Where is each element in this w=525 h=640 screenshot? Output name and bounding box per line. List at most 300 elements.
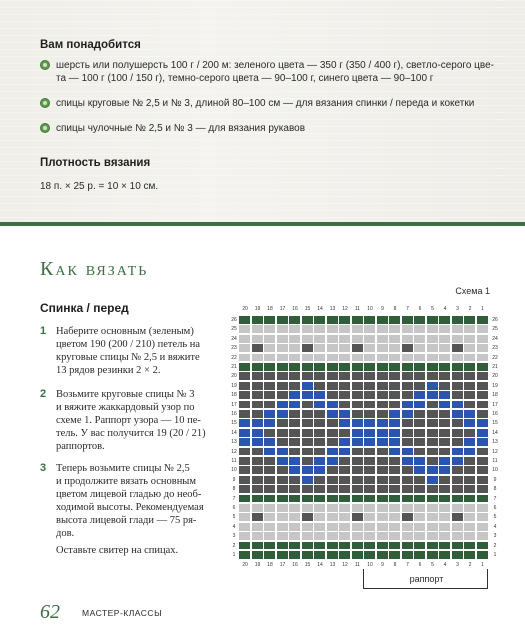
chart-cell <box>452 495 463 503</box>
chart-cell <box>289 325 300 333</box>
chart-cell <box>364 316 375 324</box>
chart-cell <box>302 457 313 465</box>
column-number: 18 <box>267 562 273 569</box>
column-number: 12 <box>342 306 348 312</box>
chart-cell <box>427 363 438 371</box>
chart-cell <box>314 542 325 550</box>
chart-cell <box>264 513 275 521</box>
chart-cell <box>239 372 250 380</box>
chart-cell <box>414 476 425 484</box>
chart-cell <box>314 325 325 333</box>
chart-cell <box>377 466 388 474</box>
chart-cell <box>364 448 375 456</box>
chart-cell <box>339 382 350 390</box>
chart-cell <box>302 419 313 427</box>
chart-cell <box>239 457 250 465</box>
chart-cell <box>427 316 438 324</box>
chart-cell <box>352 495 363 503</box>
chart-cell <box>314 495 325 503</box>
chart-cell <box>402 466 413 474</box>
chart-cell <box>377 504 388 512</box>
chart-cell <box>277 316 288 324</box>
chart-cell <box>364 391 375 399</box>
chart-cell <box>377 316 388 324</box>
chart-cell <box>464 410 475 418</box>
chart-cell <box>352 419 363 427</box>
chart-cell <box>452 429 463 437</box>
chart-cell <box>464 476 475 484</box>
chart-cell <box>264 429 275 437</box>
chart-cell <box>452 401 463 409</box>
chart-cell <box>364 335 375 343</box>
chart-cell <box>364 476 375 484</box>
chart-cell <box>427 551 438 559</box>
materials-item <box>40 59 495 85</box>
chart-cell <box>364 372 375 380</box>
chart-cell <box>314 382 325 390</box>
chart-cell <box>252 410 263 418</box>
materials-item <box>40 122 495 135</box>
row-number: 2 <box>493 542 497 549</box>
step-line: 13 рядов резинки 2 × 2. <box>56 365 161 376</box>
row-number: 6 <box>493 505 497 511</box>
chart-cell <box>252 335 263 343</box>
chart-cell <box>302 466 313 474</box>
chart-cell <box>427 401 438 409</box>
chart-cell <box>302 335 313 343</box>
chart-cell <box>327 532 338 540</box>
chart-cell <box>327 448 338 456</box>
chart-cell <box>452 363 463 371</box>
chart-cell <box>339 485 350 493</box>
chart-cell <box>414 504 425 512</box>
row-number: 4 <box>493 523 497 530</box>
chart-cell <box>477 344 488 352</box>
chart-cell <box>377 429 388 437</box>
materials-item <box>40 97 495 110</box>
chart-cell <box>314 466 325 474</box>
chart-cell <box>239 542 250 550</box>
chart-cell <box>339 457 350 465</box>
chart-cell <box>289 335 300 343</box>
chart-cell <box>402 495 413 503</box>
chart-cell <box>439 485 450 493</box>
chart-cell <box>302 429 313 437</box>
chart-cell <box>427 419 438 427</box>
row-number: 22 <box>231 354 237 361</box>
step-line: схеме 1. Раппорт узора — 10 пе- <box>56 415 201 426</box>
step <box>40 462 210 540</box>
chart-cell <box>314 485 325 493</box>
row-number: 12 <box>231 448 237 455</box>
chart-cell <box>377 382 388 390</box>
chart-cell <box>477 354 488 362</box>
row-number: 16 <box>231 411 237 417</box>
chart-cell <box>364 504 375 512</box>
chart-cell <box>352 382 363 390</box>
chart-cell <box>289 457 300 465</box>
chart-cell <box>327 504 338 512</box>
chart-cell <box>439 448 450 456</box>
chart-cell <box>302 325 313 333</box>
chart-cell <box>264 372 275 380</box>
chart-cell <box>352 335 363 343</box>
row-number: 24 <box>492 335 498 342</box>
chart-cell <box>377 438 388 446</box>
chart-cell <box>364 532 375 540</box>
step <box>40 388 210 453</box>
row-number: 15 <box>231 420 237 427</box>
column-number: 20 <box>242 562 248 569</box>
row-number: 23 <box>492 345 498 352</box>
chart-cell <box>402 410 413 418</box>
column-number: 5 <box>431 306 434 312</box>
chart-cell <box>339 363 350 371</box>
row-number: 7 <box>232 495 236 502</box>
chart-cell <box>427 476 438 484</box>
row-number: 5 <box>232 514 236 521</box>
chart-cell <box>477 551 488 559</box>
chart-cell <box>327 429 338 437</box>
chart-cell <box>302 410 313 418</box>
row-number: 11 <box>492 458 498 464</box>
chart-cell <box>264 363 275 371</box>
chart-cell <box>364 485 375 493</box>
step-line: Возьмите круговые спицы № 3 <box>56 389 195 400</box>
chart-cell <box>339 438 350 446</box>
bullet-icon <box>40 60 50 70</box>
chart-cell <box>289 438 300 446</box>
chart-cell <box>264 410 275 418</box>
chart-cell <box>252 466 263 474</box>
chart-cell <box>427 410 438 418</box>
chart-cell <box>452 316 463 324</box>
chart-cell <box>402 523 413 531</box>
chart-cell <box>364 523 375 531</box>
chart-cell <box>327 335 338 343</box>
chart-cell <box>452 410 463 418</box>
chart-cell <box>477 438 488 446</box>
chart-cell <box>314 504 325 512</box>
row-number: 8 <box>232 486 236 493</box>
chart-cell <box>427 485 438 493</box>
chart-cell <box>452 457 463 465</box>
row-number: 10 <box>231 467 237 474</box>
chart-cell <box>327 523 338 531</box>
chart-cell <box>439 429 450 437</box>
chart-cell <box>264 325 275 333</box>
chart-cell <box>239 532 250 540</box>
chart-cell <box>389 372 400 380</box>
chart-cell <box>427 532 438 540</box>
chart-cell <box>377 363 388 371</box>
chart-cell <box>314 523 325 531</box>
chart-cell <box>377 551 388 559</box>
chart-cell <box>302 523 313 531</box>
row-number: 16 <box>492 411 498 417</box>
chart-cell <box>302 476 313 484</box>
chart-cell <box>464 382 475 390</box>
column-number: 8 <box>393 306 397 312</box>
chart-cell <box>264 476 275 484</box>
chart-cell <box>302 391 313 399</box>
chart-cell <box>364 363 375 371</box>
chart-cell <box>277 523 288 531</box>
chart-cell <box>414 419 425 427</box>
column-number: 2 <box>468 562 472 569</box>
chart-cell <box>289 513 300 521</box>
chart-cell <box>252 448 263 456</box>
chart-cell <box>427 523 438 531</box>
chart-cell <box>327 476 338 484</box>
chart-cell <box>252 551 263 559</box>
chart-cell <box>289 372 300 380</box>
chart-cell <box>327 344 338 352</box>
chart-cell <box>377 419 388 427</box>
chart-cell <box>277 476 288 484</box>
footer-section: МАСТЕР-КЛАССЫ <box>82 608 163 618</box>
chart-cell <box>339 401 350 409</box>
chart-cell <box>464 542 475 550</box>
column-number: 2 <box>468 306 472 312</box>
chart-cell <box>327 372 338 380</box>
chart-cell <box>264 551 275 559</box>
row-number: 19 <box>231 382 237 389</box>
chart-cell <box>452 513 463 521</box>
chart-cell <box>302 532 313 540</box>
row-number: 9 <box>232 476 236 483</box>
column-number: 7 <box>406 562 409 569</box>
column-number: 19 <box>254 306 261 312</box>
chart-cell <box>439 513 450 521</box>
chart-cell <box>264 391 275 399</box>
chart-cell <box>289 410 300 418</box>
chart-cell <box>402 513 413 521</box>
chart-cell <box>239 335 250 343</box>
chart-cell <box>377 391 388 399</box>
materials-line: та — 100 г (100 / 150 г), темно-серого цвета — 90–100 г, синего цвета — 90–100 г <box>56 73 434 84</box>
chart-cell <box>439 438 450 446</box>
chart-cell <box>264 316 275 324</box>
row-number: 25 <box>492 326 498 333</box>
row-number: 25 <box>231 326 237 333</box>
chart-cell <box>289 363 300 371</box>
chart-cell <box>239 344 250 352</box>
chart-cell <box>339 495 350 503</box>
chart-cell <box>439 542 450 550</box>
chart-cell <box>427 429 438 437</box>
row-number: 13 <box>231 439 237 446</box>
chart-cell <box>352 438 363 446</box>
chart-cell <box>464 466 475 474</box>
chart-cell <box>314 391 325 399</box>
row-number: 9 <box>493 476 497 483</box>
chart-cell <box>277 335 288 343</box>
chart-cell <box>452 391 463 399</box>
chart-cell <box>252 325 263 333</box>
chart-cell <box>302 382 313 390</box>
chart-cell <box>377 344 388 352</box>
chart-cell <box>439 466 450 474</box>
chart-cell <box>414 438 425 446</box>
row-number: 12 <box>492 448 498 455</box>
chart-cell <box>339 448 350 456</box>
chart-cell <box>452 466 463 474</box>
chart-cell <box>352 551 363 559</box>
materials-line: спицы чулочные № 2,5 и № 3 — для вязания рукавов <box>56 123 306 134</box>
chart-cell <box>414 457 425 465</box>
chart-cell <box>402 401 413 409</box>
chart-cell <box>327 391 338 399</box>
chart-cell <box>327 410 338 418</box>
chart-cell <box>389 401 400 409</box>
chart-cell <box>364 344 375 352</box>
column-number: 19 <box>254 562 261 569</box>
column-number: 17 <box>279 306 286 312</box>
chart-cell <box>427 438 438 446</box>
chart-cell <box>314 419 325 427</box>
chart-cell <box>314 429 325 437</box>
chart-cell <box>252 495 263 503</box>
chart-cell <box>327 495 338 503</box>
step-line: высота лицевой глади — 75 ря- <box>56 515 197 526</box>
column-number: 14 <box>317 562 323 569</box>
chart-cell <box>314 532 325 540</box>
chart-cell <box>339 325 350 333</box>
chart-cell <box>327 438 338 446</box>
chart-cell <box>252 542 263 550</box>
chart-cell <box>389 335 400 343</box>
column-number: 5 <box>431 562 434 569</box>
chart-cell <box>252 532 263 540</box>
chart-cell <box>464 325 475 333</box>
chart-cell <box>452 551 463 559</box>
chart-cell <box>239 401 250 409</box>
step-number: 1 <box>40 325 47 337</box>
chart-cell <box>377 325 388 333</box>
chart-cell <box>314 316 325 324</box>
column-number: 6 <box>418 562 422 569</box>
chart-cell <box>389 363 400 371</box>
column-number: 4 <box>443 306 447 312</box>
chart-cell <box>377 335 388 343</box>
chart-cell <box>452 532 463 540</box>
chart-cell <box>402 448 413 456</box>
chart-cell <box>252 429 263 437</box>
chart-cell <box>239 391 250 399</box>
chart-cell <box>364 542 375 550</box>
step-line: ходимой высоты. Рекомендуемая <box>56 502 204 513</box>
chart-cell <box>277 354 288 362</box>
chart-cell <box>389 419 400 427</box>
row-number: 26 <box>492 317 498 323</box>
chart-cell <box>414 391 425 399</box>
chart-cell <box>302 551 313 559</box>
row-number: 21 <box>231 364 237 370</box>
chart-cell <box>414 513 425 521</box>
chart-cell <box>464 316 475 324</box>
chart-cell <box>239 448 250 456</box>
chart-cell <box>427 466 438 474</box>
step <box>40 325 210 377</box>
chart-cell <box>364 438 375 446</box>
chart-cell <box>252 316 263 324</box>
column-number: 9 <box>381 306 384 312</box>
chart-cell <box>377 401 388 409</box>
chart-cell <box>452 372 463 380</box>
chart-cell <box>377 513 388 521</box>
chart-cell <box>477 513 488 521</box>
chart-cell <box>464 391 475 399</box>
chart-cell <box>464 335 475 343</box>
chart-cell <box>427 335 438 343</box>
chart-cell <box>477 391 488 399</box>
chart-cell <box>477 495 488 503</box>
chart-cell <box>277 466 288 474</box>
chart-cell <box>239 363 250 371</box>
chart-cell <box>414 410 425 418</box>
chart-cell <box>439 344 450 352</box>
chart-cell <box>314 344 325 352</box>
chart-cell <box>264 438 275 446</box>
chart-cell <box>239 354 250 362</box>
chart-cell <box>264 344 275 352</box>
chart-cell <box>464 401 475 409</box>
chart-cell <box>277 457 288 465</box>
chart-cell <box>377 495 388 503</box>
chart-cell <box>277 504 288 512</box>
chart-cell <box>414 372 425 380</box>
chart-cell <box>289 532 300 540</box>
chart-cell <box>302 344 313 352</box>
chart-cell <box>239 495 250 503</box>
chart-cell <box>452 476 463 484</box>
chart-cell <box>314 513 325 521</box>
column-number: 4 <box>443 562 447 569</box>
column-number: 13 <box>329 306 336 312</box>
chart-cell <box>314 457 325 465</box>
chart-cell <box>427 495 438 503</box>
chart-cell <box>327 354 338 362</box>
density-value: 18 п. × 25 р. = 10 × 10 см. <box>40 181 159 192</box>
chart-cell <box>339 419 350 427</box>
chart-cell <box>352 448 363 456</box>
chart-cell <box>327 401 338 409</box>
chart-cell <box>252 485 263 493</box>
chart-cell <box>289 523 300 531</box>
chart-cell <box>452 523 463 531</box>
chart-cell <box>239 485 250 493</box>
chart-cell <box>439 372 450 380</box>
chart-cell <box>352 466 363 474</box>
chart-cell <box>377 457 388 465</box>
chart-cell <box>402 363 413 371</box>
chart-cell <box>264 485 275 493</box>
column-number: 11 <box>354 306 361 312</box>
column-number: 18 <box>267 306 273 312</box>
schema-label: Схема 1 <box>455 286 490 296</box>
chart-cell <box>389 532 400 540</box>
chart-cell <box>402 429 413 437</box>
chart-cell <box>289 344 300 352</box>
chart-cell <box>352 542 363 550</box>
chart-cell <box>389 448 400 456</box>
chart-cell <box>252 513 263 521</box>
row-number: 8 <box>493 486 497 493</box>
column-number: 12 <box>342 562 348 569</box>
chart-cell <box>339 316 350 324</box>
closing-text: Оставьте свитер на спицах. <box>56 545 179 556</box>
